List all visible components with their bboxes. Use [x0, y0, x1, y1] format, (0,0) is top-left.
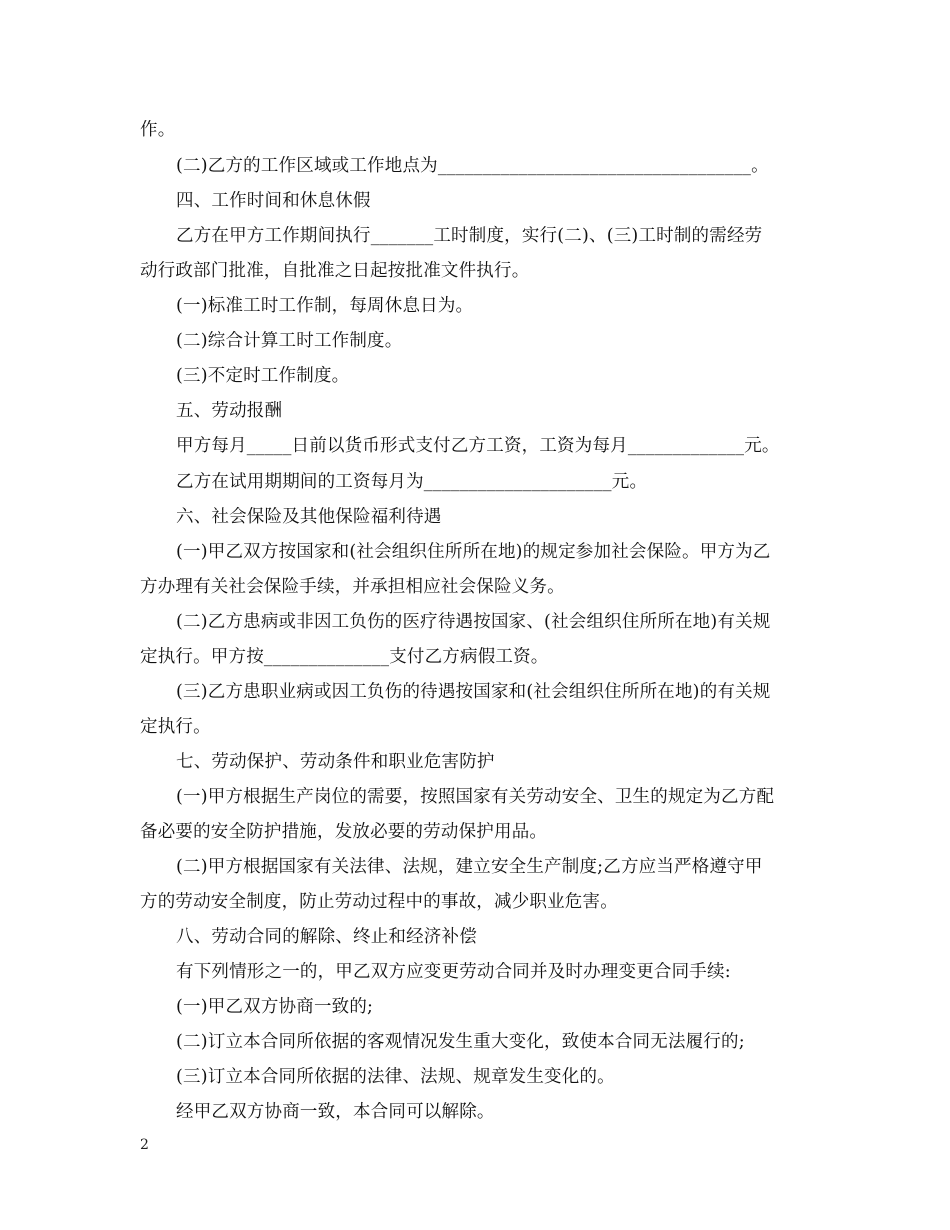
- page-number: 2: [140, 1137, 149, 1153]
- paragraph-line: 动行政部门批准，自批准之日起按批准文件执行。: [140, 261, 530, 281]
- paragraph-line: (一)甲乙双方协商一致的;: [176, 997, 374, 1017]
- section-heading: 五、劳动报酬: [176, 401, 283, 421]
- paragraph-line: 方办理有关社会保险手续，并承担相应社会保险义务。: [140, 577, 565, 597]
- section-heading: 八、劳动合同的解除、终止和经济补偿: [176, 927, 477, 947]
- paragraph-line: (一)标准工时工作制，每周休息日为。: [176, 296, 474, 316]
- paragraph-line: (三)订立本合同所依据的法律、法规、规章发生变化的。: [176, 1067, 615, 1087]
- paragraph-line: 方的劳动安全制度，防止劳动过程中的事故，减少职业危害。: [140, 892, 618, 912]
- paragraph-line: (三)不定时工作制度。: [176, 366, 350, 386]
- paragraph-line: 乙方在甲方工作期间执行_______工时制度，实行(二)、(三)工时制的需经劳: [176, 226, 763, 246]
- paragraph-line: 经甲乙双方协商一致，本合同可以解除。: [176, 1102, 495, 1122]
- section-heading: 七、劳动保护、劳动条件和职业危害防护: [176, 752, 495, 772]
- paragraph-line: (一)甲乙双方按国家和(社会组织住所所在地)的规定参加社会保险。甲方为乙: [176, 542, 771, 562]
- paragraph-line: (二)乙方的工作区域或工作地点为___________________________________。: [176, 156, 769, 176]
- paragraph-line: (二)乙方患病或非因工负伤的医疗待遇按国家、(社会组织住所所在地)有关规: [176, 612, 771, 632]
- paragraph-line: (二)订立本合同所依据的客观情况发生重大变化，致使本合同无法履行的;: [176, 1032, 745, 1052]
- paragraph-line: (三)乙方患职业病或因工负伤的待遇按国家和(社会组织住所所在地)的有关规: [176, 682, 771, 702]
- paragraph-line: 备必要的安全防护措施，发放必要的劳动保护用品。: [140, 822, 548, 842]
- paragraph-line: 定执行。: [140, 717, 211, 737]
- paragraph-line: 乙方在试用期期间的工资每月为_____________________元。: [176, 472, 648, 492]
- paragraph-line: 定执行。甲方按______________支付乙方病假工资。: [140, 647, 549, 667]
- paragraph-line: (二)综合计算工时工作制度。: [176, 331, 403, 351]
- paragraph-line: 有下列情形之一的，甲乙双方应变更劳动合同并及时办理变更合同手续:: [176, 962, 731, 982]
- paragraph-line: (一)甲方根据生产岗位的需要，按照国家有关劳动安全、卫生的规定为乙方配: [176, 787, 775, 807]
- paragraph-line: (二)甲方根据国家有关法律、法规，建立安全生产制度;乙方应当严格遵守甲: [176, 857, 763, 877]
- section-heading: 六、社会保险及其他保险福利待遇: [176, 507, 442, 527]
- section-heading: 四、工作时间和休息休假: [176, 191, 371, 211]
- paragraph-line: 甲方每月_____日前以货币形式支付乙方工资，工资为每月_____________元。: [176, 436, 780, 456]
- paragraph-line: 作。: [140, 120, 176, 140]
